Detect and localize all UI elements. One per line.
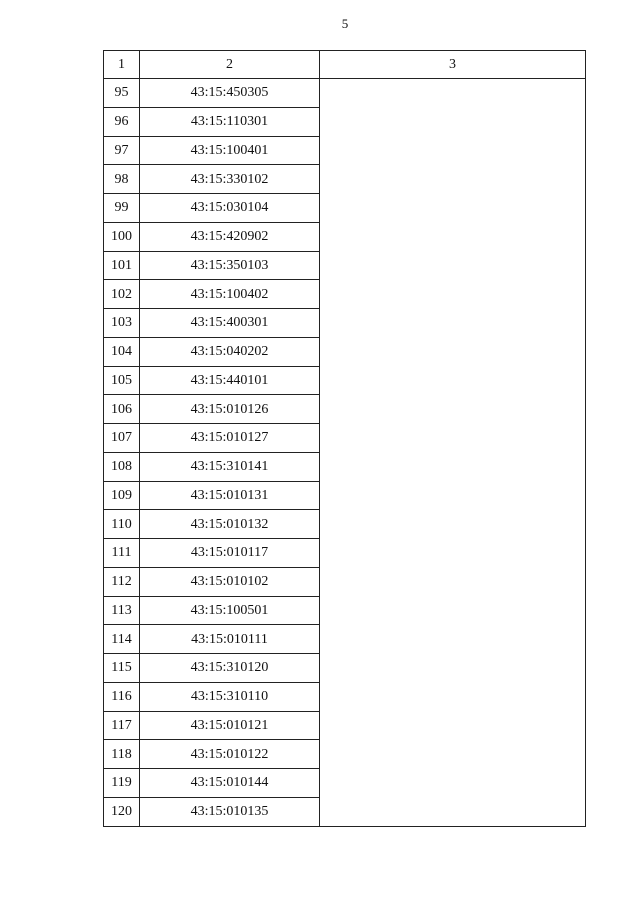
row-number: 118 — [104, 740, 140, 769]
cadastral-code: 43:15:330102 — [140, 165, 320, 194]
column-header-2: 2 — [140, 51, 320, 79]
cadastral-code: 43:15:010135 — [140, 797, 320, 826]
cadastral-code: 43:15:310120 — [140, 654, 320, 683]
row-number: 102 — [104, 280, 140, 309]
row-number: 107 — [104, 424, 140, 453]
row-number: 101 — [104, 251, 140, 280]
row-number: 98 — [104, 165, 140, 194]
cadastral-code: 43:15:400301 — [140, 309, 320, 338]
row-number: 112 — [104, 567, 140, 596]
row-number: 104 — [104, 337, 140, 366]
cadastral-code: 43:15:350103 — [140, 251, 320, 280]
cadastral-table — [103, 50, 586, 827]
cadastral-code: 43:15:010111 — [140, 625, 320, 654]
column-header-1: 1 — [104, 51, 140, 79]
cadastral-code: 43:15:450305 — [140, 79, 320, 108]
cadastral-code: 43:15:010122 — [140, 740, 320, 769]
row-number: 115 — [104, 654, 140, 683]
cadastral-code: 43:15:010131 — [140, 481, 320, 510]
cadastral-code: 43:15:030104 — [140, 194, 320, 223]
cadastral-code: 43:15:440101 — [140, 366, 320, 395]
row-number: 100 — [104, 222, 140, 251]
cadastral-code: 43:15:010117 — [140, 539, 320, 568]
cadastral-code: 43:15:420902 — [140, 222, 320, 251]
cadastral-code: 43:15:010121 — [140, 711, 320, 740]
column-header-3: 3 — [320, 51, 586, 79]
cadastral-code: 43:15:010102 — [140, 567, 320, 596]
row-number: 120 — [104, 797, 140, 826]
row-number: 117 — [104, 711, 140, 740]
cadastral-code: 43:15:040202 — [140, 337, 320, 366]
row-number: 114 — [104, 625, 140, 654]
row-number: 119 — [104, 769, 140, 798]
cadastral-code: 43:15:310141 — [140, 452, 320, 481]
table-header-row — [104, 51, 586, 79]
row-number: 116 — [104, 682, 140, 711]
table-row — [104, 79, 586, 108]
cadastral-code: 43:15:010132 — [140, 510, 320, 539]
cadastral-code: 43:15:100401 — [140, 136, 320, 165]
row-number: 109 — [104, 481, 140, 510]
table-body — [104, 79, 586, 827]
row-number: 113 — [104, 596, 140, 625]
row-number: 95 — [104, 79, 140, 108]
row-number: 96 — [104, 107, 140, 136]
row-number: 108 — [104, 452, 140, 481]
cadastral-code: 43:15:010127 — [140, 424, 320, 453]
row-number: 103 — [104, 309, 140, 338]
row-number: 105 — [104, 366, 140, 395]
row-number: 97 — [104, 136, 140, 165]
cadastral-code: 43:15:100501 — [140, 596, 320, 625]
row-number: 106 — [104, 395, 140, 424]
row-number: 110 — [104, 510, 140, 539]
column-3-cell — [320, 79, 586, 827]
cadastral-code: 43:15:310110 — [140, 682, 320, 711]
page-number: 5 — [341, 16, 349, 31]
cadastral-code: 43:15:110301 — [140, 107, 320, 136]
cadastral-code: 43:15:100402 — [140, 280, 320, 309]
row-number: 111 — [104, 539, 140, 568]
cadastral-code: 43:15:010144 — [140, 769, 320, 798]
row-number: 99 — [104, 194, 140, 223]
cadastral-code: 43:15:010126 — [140, 395, 320, 424]
